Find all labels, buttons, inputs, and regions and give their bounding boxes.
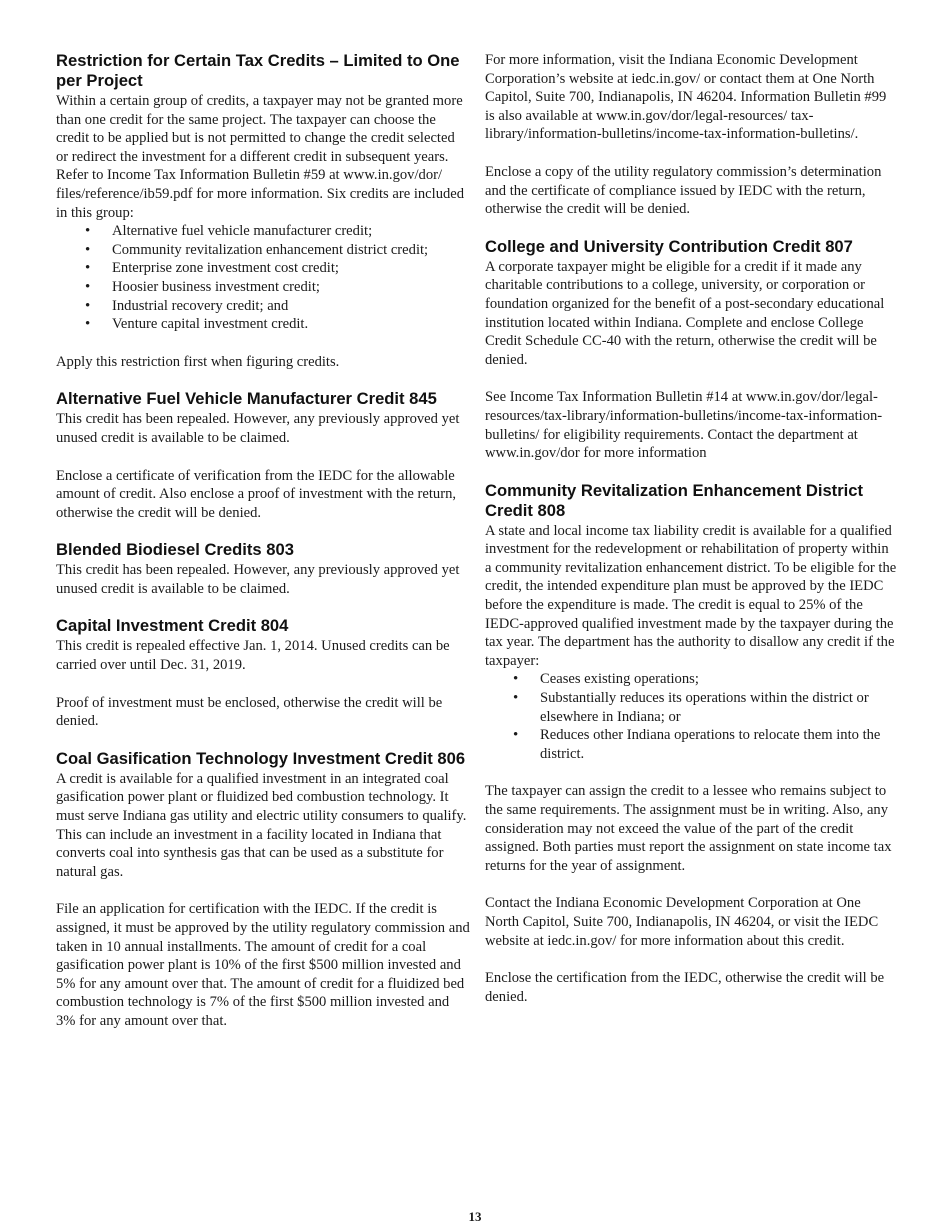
biodiesel-paragraph: This credit has been repealed. However, any previously approved yet unused credit is available to be claimed. bbox=[56, 562, 460, 597]
alt-fuel-paragraph: This credit has been repealed. However, any previously approved yet unused credit is available to be claimed. bbox=[56, 411, 460, 446]
list-item: • Hoosier business investment credit; bbox=[112, 278, 470, 297]
college-credit-paragraph: A corporate taxpayer might be eligible for a credit if it made any charitable contributions to a college, university, or corporation or foundation organized for the benefit of a post-secondary educational institution located within Indiana. Complete and enclose College Credit Schedule CC-40 with the return, otherwise the credit will be denied. bbox=[485, 258, 885, 368]
community-revitalization-paragraph: Contact the Indiana Economic Development Corporation at One North Capitol, Suite 700, Indianapolis, IN 46204, or visit the IEDC website at iedc.in.gov/ for more information about this credit. bbox=[485, 895, 879, 949]
list-item: • Enterprise zone investment cost credit; bbox=[112, 259, 470, 278]
coal-gasification-heading: Coal Gasification Technology Investment Credit 806 bbox=[56, 748, 466, 768]
community-revitalization-paragraph: A state and local income tax liability credit is available for a qualified investment for the redevelopment or rehabilitation of property within a community revitalization enhancement district. To be eligible for the credit, the intended expenditure plan must be approved by the IEDC before the expenditure is made. The credit is equal to 25% of the IEDC-approved qualified investment made by the taxpayer during the tax year. The department has the authority to disallow any credit if the taxpayer: bbox=[485, 522, 897, 669]
capital-investment-paragraph: This credit is repealed effective Jan. 1, 2014. Unused credits can be carried over until Dec. 31, 2019. bbox=[56, 638, 450, 674]
restriction-credit-list bbox=[56, 222, 470, 334]
list-item: • Reduces other Indiana operations to relocate them into the district. bbox=[540, 726, 897, 763]
list-item: • Venture capital investment credit. bbox=[112, 315, 470, 334]
college-credit-paragraph: See Income Tax Information Bulletin #14 at www.in.gov/dor/legal-resources/tax-library/information-bulletins/income-tax-information-bulletins/ for eligibility requirements. Contact the department at www.in.gov/dor for more information bbox=[485, 389, 883, 462]
coal-gasification-enclose-paragraph: Enclose a copy of the utility regulatory commission’s determination and the certificate of compliance issued by IEDC with the return, otherwise the credit will be denied. bbox=[485, 163, 882, 218]
restriction-note: Apply this restriction first when figuring credits. bbox=[56, 353, 340, 370]
restriction-body: Within a certain group of credits, a taxpayer may not be granted more than one credit for the same project. The taxpayer can choose the credit to be applied but is not permitted to change the credit selected or redirect the investment for a different credit in subsequent years. Refer to Income Tax Information Bulletin #59 at www.in.gov/dor/ files/reference/ib59.pdf for more information. Six credits are included in this group: bbox=[56, 93, 465, 221]
left-column bbox=[56, 51, 470, 1031]
list-item: • Community revitalization enhancement district credit; bbox=[112, 241, 470, 260]
list-item: • Ceases existing operations; bbox=[540, 670, 897, 689]
coal-gasification-info-paragraph: For more information, visit the Indiana Economic Development Corporation’s website at iedc.in.gov/ or contact them at One North Capitol, Suite 700, Indianapolis, IN 46204. Information Bulletin #99 is also available at www.in.gov/dor/legal-resources/ tax-library/information-bulletins/income-tax-information-bulletins/. bbox=[485, 52, 887, 143]
right-column bbox=[485, 51, 897, 1006]
page-number: 13 bbox=[468, 1209, 482, 1224]
alt-fuel-paragraph: Enclose a certificate of verification from the IEDC for the allowable amount of credit. Also enclose a proof of investment with the return, otherwise the credit will be denied. bbox=[56, 467, 457, 521]
biodiesel-heading: Blended Biodiesel Credits 803 bbox=[56, 540, 294, 560]
disallow-conditions-list bbox=[485, 670, 897, 763]
community-revitalization-heading: Community Revitalization Enhancement District Credit 808 bbox=[485, 480, 864, 520]
coal-gasification-paragraph: File an application for certification with the IEDC. If the credit is assigned, it must be approved by the utility regulatory commission and taken in 10 annual installments. The amount of credit for a coal gasification power plant is 10% of the first $500 million invested and 5% for any amount over that. The amount of credit for a fluidized bed combustion technology is 7% of the first $500 million invested and 3% for any amount over that. bbox=[56, 901, 470, 1029]
alt-fuel-heading: Alternative Fuel Vehicle Manufacturer Credit 845 bbox=[56, 389, 437, 409]
list-item: • Alternative fuel vehicle manufacturer credit; bbox=[112, 222, 470, 241]
capital-investment-paragraph: Proof of investment must be enclosed, otherwise the credit will be denied. bbox=[56, 694, 443, 730]
restriction-heading: Restriction for Certain Tax Credits – Limited to One per Project bbox=[56, 51, 460, 90]
community-revitalization-paragraph: Enclose the certification from the IEDC, otherwise the credit will be denied. bbox=[485, 970, 885, 1005]
college-credit-heading: College and University Contribution Credit 807 bbox=[485, 236, 853, 256]
community-revitalization-paragraph: The taxpayer can assign the credit to a lessee who remains subject to the same requirements. The assignment must be in writing. Also, any consideration may not exceed the value of the part of the credit assigned. Both parties must report the assignment on state income tax returns for the year of assignment. bbox=[485, 783, 892, 874]
list-item: • Substantially reduces its operations within the district or elsewhere in Indiana; or bbox=[540, 689, 897, 726]
capital-investment-heading: Capital Investment Credit 804 bbox=[56, 616, 289, 636]
coal-gasification-paragraph: A credit is available for a qualified investment in an integrated coal gasification power plant or fluidized bed combustion technology. It must serve Indiana gas utility and electric utility consumers to qualify. This can include an investment in a facility located in Indiana that converts coal into synthesis gas that can be used as a substitute for natural gas. bbox=[56, 770, 467, 880]
list-item: • Industrial recovery credit; and bbox=[112, 297, 470, 316]
